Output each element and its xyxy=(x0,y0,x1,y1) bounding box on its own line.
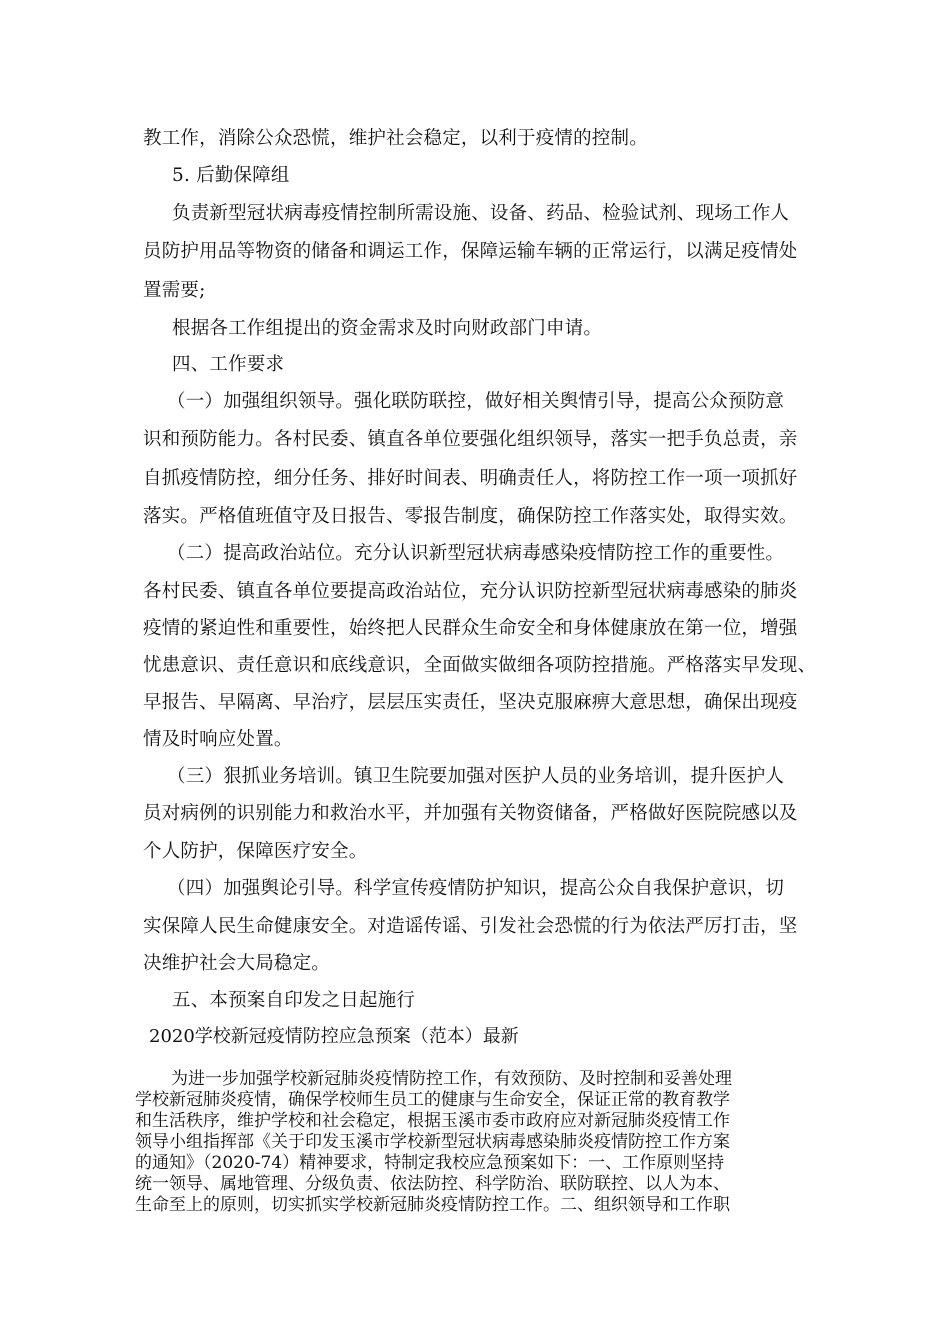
paragraph-line: 实保障人民生命健康安全。对造谣传谣、引发社会恐慌的行为依法严厉打击，坚 xyxy=(143,916,798,937)
document-title: 2020学校新冠疫情防控应急预案（范本）最新 xyxy=(149,1026,519,1047)
paragraph-line: （二）提高政治站位。充分认识新型冠状病毒感染疫情防控工作的重要性。 xyxy=(167,543,785,564)
paragraph-line: 学校新冠肺炎疫情，确保学校师生员工的健康与生命安全，保证正常的教育教学 xyxy=(135,1090,730,1110)
paragraph-line: 个人防护，保障医疗安全。 xyxy=(143,841,368,862)
paragraph-line: 员对病例的识别能力和救治水平，并加强有关物资储备，严格做好医院院感以及 xyxy=(143,803,798,824)
subsection-heading: 5. 后勤保障组 xyxy=(172,165,290,186)
paragraph-line: 教工作，消除公众恐慌，维护社会稳定，以利于疫情的控制。 xyxy=(143,128,648,149)
paragraph-line: （一）加强组织领导。强化联防联控，做好相关舆情引导，提高公众预防意 xyxy=(167,391,785,412)
paragraph-line: 情及时响应处置。 xyxy=(143,729,293,750)
paragraph-line: 为进一步加强学校新冠肺炎疫情防控工作，有效预防、及时控制和妥善处理 xyxy=(171,1069,732,1089)
paragraph-line: 的通知》（2020-74）精神要求，特制定我校应急预案如下：一、工作原则坚持 xyxy=(135,1153,725,1173)
paragraph-line: 员防护用品等物资的储备和调运工作，保障运输车辆的正常运行，以满足疫情处 xyxy=(143,241,798,262)
paragraph-line: 各村民委、镇直各单位要提高政治站位，充分认识防控新型冠状病毒感染的肺炎 xyxy=(143,581,798,602)
paragraph-line: 统一领导、属地管理、分级负责、依法防控、科学防治、联防联控、以人为本、 xyxy=(135,1174,730,1194)
paragraph-line: （四）加强舆论引导。科学宣传疫情防护知识，提高公众自我保护意识，切 xyxy=(167,878,785,899)
paragraph-line: 根据各工作组提出的资金需求及时向财政部门申请。 xyxy=(172,318,603,339)
paragraph-line: 早报告、早隔离、早治疗，层层压实责任，坚决克服麻痹大意思想，确保出现疫 xyxy=(143,692,798,713)
paragraph-line: 自抓疫情防控，细分任务、排好时间表、明确责任人，将防控工作一项一项抓好 xyxy=(143,468,798,489)
paragraph-line: 决维护社会大局稳定。 xyxy=(143,953,331,974)
paragraph-line: 落实。严格值班值守及日报告、零报告制度，确保防控工作落实处，取得实效。 xyxy=(143,506,798,527)
section-heading: 五、本预案自印发之日起施行 xyxy=(172,990,416,1011)
paragraph-line: 忧患意识、责任意识和底线意识，全面做实做细各项防控措施。严格落实早发现、 xyxy=(143,655,817,676)
paragraph-line: （三）狠抓业务培训。镇卫生院要加强对医护人员的业务培训，提升医护人 xyxy=(167,766,785,787)
paragraph-line: 生命至上的原则，切实抓实学校新冠肺炎疫情防控工作。二、组织领导和工作职 xyxy=(135,1195,730,1215)
paragraph-line: 和生活秩序，维护学校和社会稳定，根据玉溪市委市政府应对新冠肺炎疫情工作 xyxy=(135,1111,730,1131)
section-heading: 四、工作要求 xyxy=(172,354,285,375)
paragraph-line: 识和预防能力。各村民委、镇直各单位要强化组织领导，落实一把手负总责，亲 xyxy=(143,429,798,450)
paragraph-line: 负责新型冠状病毒疫情控制所需设施、设备、药品、检验试剂、现场工作人 xyxy=(172,203,790,224)
paragraph-line: 疫情的紧迫性和重要性，始终把人民群众生命安全和身体健康放在第一位，增强 xyxy=(143,618,798,639)
paragraph-line: 领导小组指挥部《关于印发玉溪市学校新型冠状病毒感染肺炎疫情防控工作方案 xyxy=(135,1132,730,1152)
paragraph-line: 置需要; xyxy=(143,280,206,301)
